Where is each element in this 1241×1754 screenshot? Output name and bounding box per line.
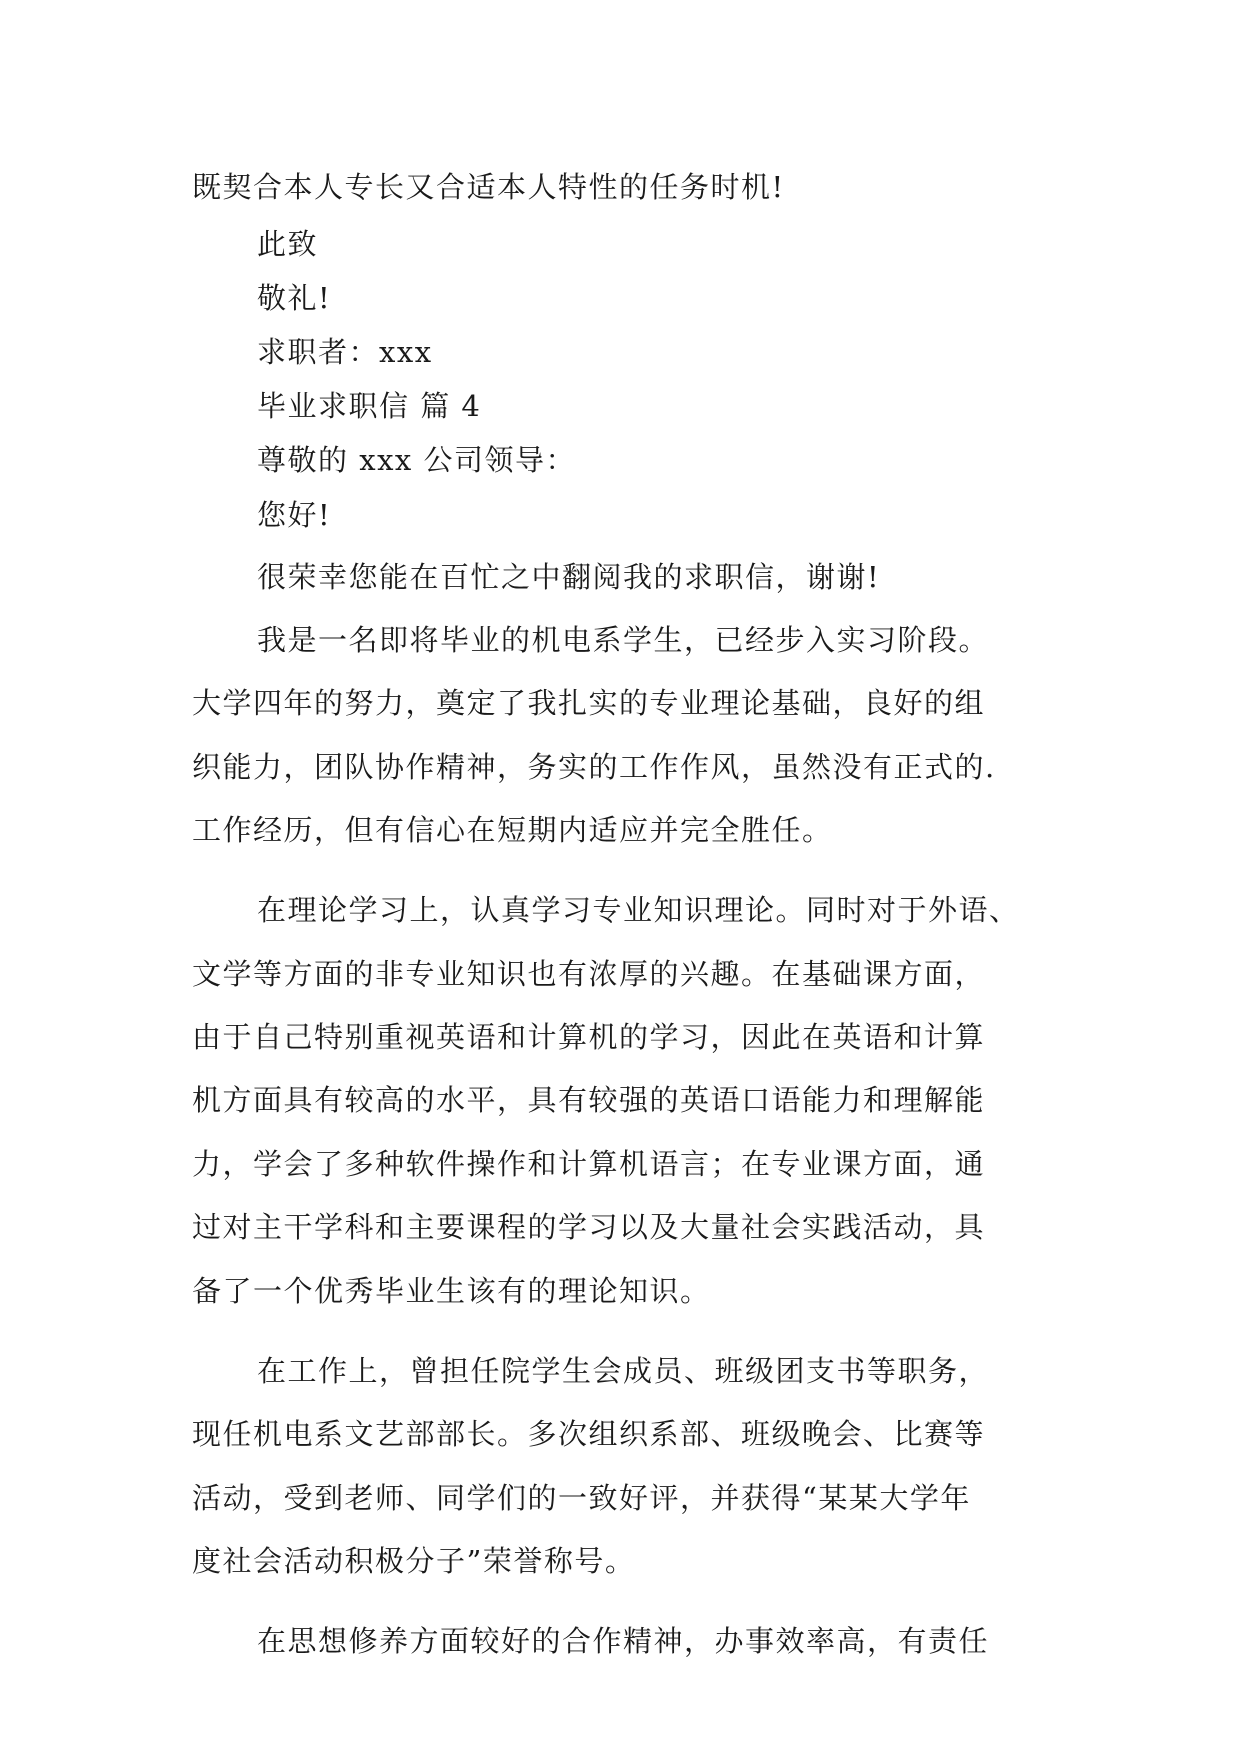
text-line: 大学四年的努力，奠定了我扎实的专业理论基础，良好的组 (192, 686, 986, 720)
text-line: 文学等方面的非专业知识也有浓厚的兴趣。在基础课方面， (192, 957, 986, 991)
text-line: 既契合本人专长又合适本人特性的任务时机! (192, 170, 785, 204)
text-line: 度社会活动积极分子”荣誉称号。 (192, 1544, 636, 1578)
text-line: 力，学会了多种软件操作和计算机语言；在专业课方面，通 (192, 1147, 986, 1181)
text-line: 尊敬的 xxx 公司领导： (257, 443, 577, 477)
text-line: 由于自己特别重视英语和计算机的学习，因此在英语和计算 (192, 1020, 986, 1054)
text-line: 此致 (257, 227, 319, 261)
text-line: 毕业求职信 篇 4 (257, 389, 482, 423)
text-line: 备了一个优秀毕业生该有的理论知识。 (192, 1274, 711, 1308)
text-line: 很荣幸您能在百忙之中翻阅我的求职信，谢谢! (257, 560, 881, 594)
text-line: 机方面具有较高的水平，具有较强的英语口语能力和理解能 (192, 1083, 986, 1117)
text-line: 过对主干学科和主要课程的学习以及大量社会实践活动，具 (192, 1210, 986, 1244)
text-line: 您好! (257, 498, 332, 532)
text-line: 在理论学习上，认真学习专业知识理论。同时对于外语、 (257, 893, 1020, 927)
text-line: 在工作上，曾担任院学生会成员、班级团支书等职务， (257, 1354, 990, 1388)
text-line: 现任机电系文艺部部长。多次组织系部、班级晚会、比赛等 (192, 1417, 986, 1451)
text-line: 我是一名即将毕业的机电系学生，已经步入实习阶段。 (257, 623, 990, 657)
text-line: 敬礼! (257, 281, 332, 315)
text-line: 在思想修养方面较好的合作精神，办事效率高，有责任 (257, 1624, 990, 1658)
text-line: 工作经历，但有信心在短期内适应并完全胜任。 (192, 813, 833, 847)
text-line: 求职者：xxx (257, 335, 433, 369)
text-line: 织能力，团队协作精神，务实的工作作风，虽然没有正式的. (192, 750, 996, 784)
text-line: 活动，受到老师、同学们的一致好评，并获得“某某大学年 (192, 1481, 971, 1515)
